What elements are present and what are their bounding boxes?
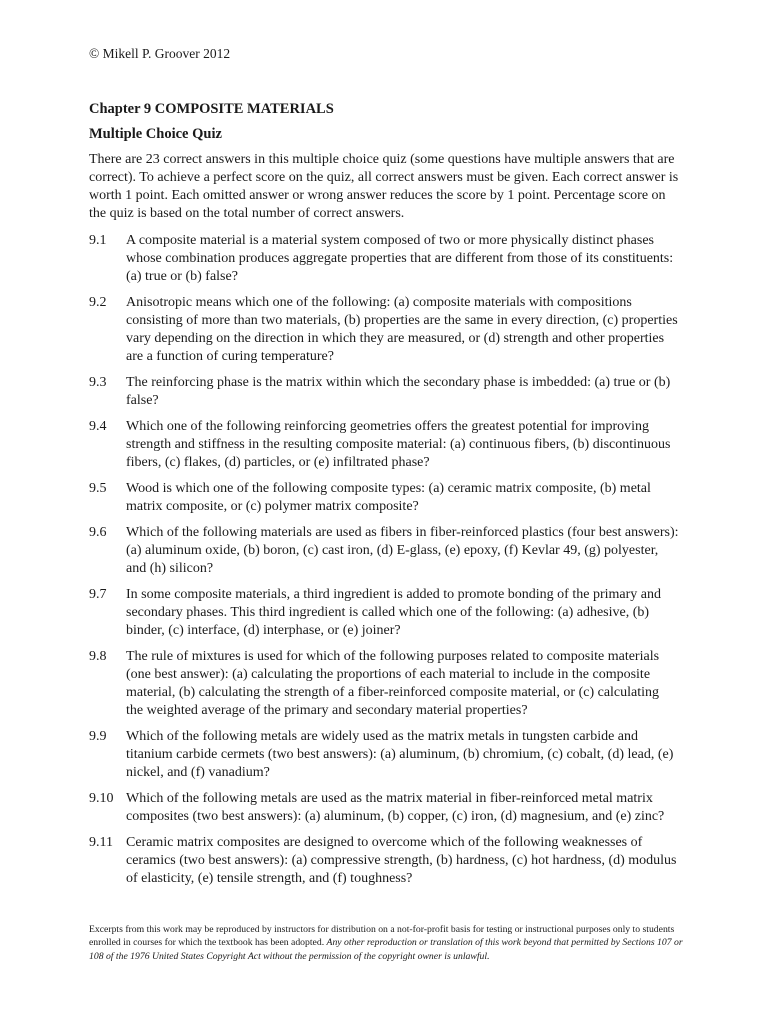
question-number: 9.10 [89, 790, 114, 806]
question-text: The reinforcing phase is the matrix within which the secondary phase is imbedded: (a) true or (b) false? [126, 375, 671, 409]
question-text: A composite material is a material system composed of two or more physically distinct phases whose combination produces aggregate properties that are different from those of its constituents: (a) true or (b) false? [126, 233, 674, 285]
question-number: 9.8 [89, 648, 107, 664]
question-number: 9.5 [89, 480, 107, 496]
question-item [89, 524, 679, 578]
question-item [89, 418, 679, 472]
chapter-title: Chapter 9 COMPOSITE MATERIALS [89, 101, 334, 117]
question-list [89, 232, 679, 896]
copyright-notice: © Mikell P. Groover 2012 [89, 46, 231, 61]
question-text: Which one of the following reinforcing geometries offers the greatest potential for improving strength and stiffness in the resulting composite material: (a) continuous fibers, (b) discontinuous fibers, (c) flakes, (d) particles, or (e) infiltrated phase? [126, 418, 671, 471]
question-number: 9.2 [89, 294, 107, 310]
question-item [89, 648, 679, 720]
footer-permission-text: Excerpts from this work may be reproduced by instructors for distribution on a not-for-profit basis for testing or instructional purposes only to students enrolled in courses for which the textbook has been adopted. [89, 924, 675, 949]
question-number: 9.6 [89, 524, 107, 540]
question-item [89, 586, 679, 640]
question-item [89, 834, 679, 888]
question-text: Wood is which one of the following composite types: (a) ceramic matrix composite, (b) metal matrix composite, or (c) polymer matrix composite? [126, 480, 651, 514]
question-item [89, 294, 679, 366]
question-text: The rule of mixtures is used for which of the following purposes related to composite materials (one best answer): (a) calculating the proportions of each material to include in the composite material, (b) calculating the strength of a fiber-reinforced composite material, or (c) calculating the weighted average of the primary and secondary material properties? [126, 648, 660, 718]
question-number: 9.9 [89, 728, 107, 744]
question-text: Which of the following metals are widely used as the matrix metals in tungsten carbide and titanium carbide cermets (two best answers): (a) aluminum, (b) chromium, (c) cobalt, (d) lead, (e) nickel, and (f) vanadium? [126, 728, 674, 780]
question-item [89, 232, 679, 286]
quiz-intro-paragraph: There are 23 correct answers in this multiple choice quiz (some questions have multiple answers that are correct). To achieve a perfect score on the quiz, all correct answers must be given. Each correct answer is worth 1 point. Each omitted answer or wrong answer reduces the score by 1 point. Percentage score on the quiz is based on the total number of correct answers. [89, 152, 679, 222]
question-number: 9.7 [89, 586, 107, 602]
question-text: Which of the following metals are used as the matrix material in fiber-reinforced metal matrix composites (two best answers): (a) aluminum, (b) copper, (c) iron, (d) magnesium, and (e) zinc? [126, 790, 665, 824]
question-number: 9.4 [89, 418, 107, 434]
copyright-footer [89, 923, 685, 963]
question-text: Which of the following materials are used as fibers in fiber-reinforced plastics (four best answers): (a) aluminum oxide, (b) boron, (c) cast iron, (d) E-glass, (e) epoxy, (f) Kevlar 49, (g) polyester, and (h) silicon? [126, 524, 679, 576]
question-number: 9.3 [89, 375, 107, 391]
question-text: In some composite materials, a third ingredient is added to promote bonding of the primary and secondary phases. This third ingredient is called which one of the following: (a) adhesive, (b) binder, (c) interface, (d) interphase, or (e) joiner? [126, 586, 661, 638]
footer-restriction-text: Any other reproduction or translation of this work beyond that permitted by Sections 107 or 108 of the 1976 United States Copyright Act without the permission of the copyright owner is unlawful. [89, 937, 683, 962]
question-item [89, 480, 679, 516]
question-number: 9.11 [89, 834, 113, 850]
question-item [89, 728, 679, 782]
question-item [89, 374, 679, 410]
question-text: Anisotropic means which one of the following: (a) composite materials with compositions consisting of more than two materials, (b) properties are the same in every direction, (c) properties vary depending on the direction in which they are measured, or (d) strength and other properties are a function of curing temperature? [126, 294, 678, 365]
question-number: 9.1 [89, 233, 107, 248]
question-text: Ceramic matrix composites are designed to overcome which of the following weaknesses of ceramics (two best answers): (a) compressive strength, (b) hardness, (c) hot hardness, (d) modulus of elasticity, (e) tensile strength, and (f) toughness? [126, 834, 677, 886]
question-item [89, 790, 679, 826]
quiz-title: Multiple Choice Quiz [89, 126, 222, 142]
